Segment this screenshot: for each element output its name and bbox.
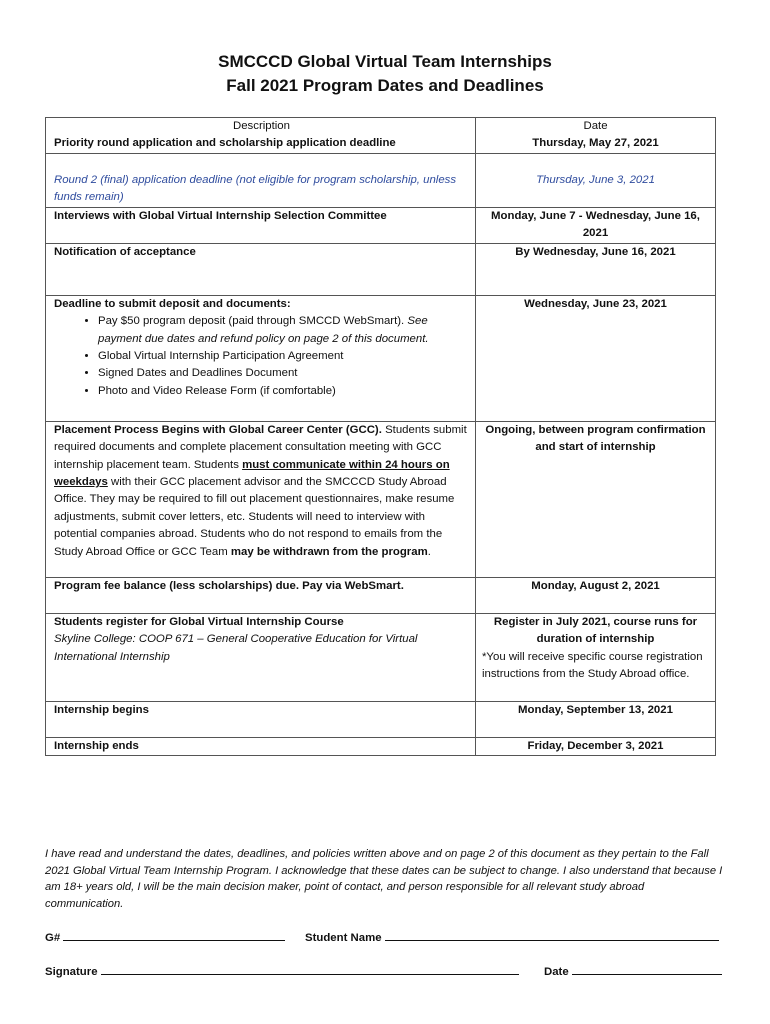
table-header-row	[46, 118, 716, 154]
row-description: Round 2 (final) application deadline (not eligible for program scholarship, unless funds remain)	[54, 174, 457, 204]
placement-text-a: Students submit required documents and complete placement consultation meeting with GCC internship placement team. Students	[54, 423, 467, 471]
date-cell	[476, 207, 716, 243]
description-cell	[46, 701, 476, 737]
date-cell	[476, 421, 716, 577]
row-date: Register in July 2021, course runs for duration of internship	[493, 615, 698, 646]
row-date: Wednesday, June 23, 2021	[524, 297, 667, 310]
description-cell	[46, 421, 476, 577]
placement-text-b: with their GCC placement advisor and the SMCCCD Study Abroad Office. They may be required to fill out placement questionnaires, make resume adjustments, submit cover letters, etc. Students will need to interview with potential companies abroad. Students who do not respond to emails from the Study Abroad Office or GCC Team	[54, 476, 455, 558]
table-row	[46, 737, 716, 755]
date-cell	[476, 737, 716, 755]
communication-requirement: must communicate within 24 hours on weekdays	[54, 458, 450, 489]
row-date: Monday, August 2, 2021	[531, 579, 660, 592]
description-cell	[46, 613, 476, 701]
deposit-text: Pay $50 program deposit (paid through SMCCD WebSmart).	[98, 315, 405, 328]
signature-input-line[interactable]	[101, 963, 519, 975]
list-item: • Signed Dates and Deadlines Document	[98, 365, 469, 382]
student-name-input-line[interactable]	[385, 929, 719, 941]
list-item: • Global Virtual Internship Participation Agreement	[98, 348, 469, 365]
document-subtitle: Fall 2021 Program Dates and Deadlines	[226, 76, 544, 95]
row-description: Deadline to submit deposit and documents:	[54, 297, 291, 310]
table-row	[46, 243, 716, 295]
g-number-label: G#	[45, 932, 61, 944]
row-description: Internship ends	[54, 739, 139, 752]
list-item	[98, 313, 469, 348]
row-description: Priority round application and scholarship application deadline	[54, 137, 396, 150]
table-row	[46, 295, 716, 421]
date-cell	[476, 295, 716, 421]
acknowledgement-statement: I have read and understand the dates, deadlines, and policies written above and on page 2 of this document as they pertain to the Fall 2021 Global Virtual Team Internship Program. I acknowledge that these dates can be subject to change. I also understand that because I am 18+ years old, I will be the main decision maker, point of contact, and person responsible for all relevant study abroad communication.	[45, 848, 723, 910]
date-label: Date	[544, 966, 569, 978]
date-cell	[476, 577, 716, 613]
date-input-line[interactable]	[572, 963, 722, 975]
row-date: Thursday, June 3, 2021	[536, 174, 655, 186]
g-number-field[interactable]	[45, 929, 285, 944]
signature-label: Signature	[45, 966, 98, 978]
row-description: Internship begins	[54, 703, 149, 716]
row-description	[54, 422, 469, 561]
table-row	[46, 421, 716, 577]
date-cell	[476, 613, 716, 701]
row-description: Notification of acceptance	[54, 245, 196, 258]
table-row	[46, 577, 716, 613]
description-cell	[46, 577, 476, 613]
registration-note: *You will receive specific course registration instructions from the Study Abroad office.	[482, 650, 703, 681]
document-checklist	[54, 313, 469, 400]
description-cell	[46, 295, 476, 421]
row-date: Monday, June 7 - Wednesday, June 16, 2021	[491, 209, 700, 240]
date-cell	[476, 154, 716, 208]
course-name: Skyline College: COOP 671 – General Cooperative Education for Virtual International Internship	[54, 633, 418, 663]
table-row	[46, 701, 716, 737]
refund-policy-note: See payment due dates and refund policy on page 2 of this document.	[98, 315, 429, 345]
list-item: • Photo and Video Release Form (if comfortable)	[98, 383, 469, 400]
withdrawal-warning: may be withdrawn from the program	[230, 545, 428, 558]
student-name-label: Student Name	[305, 932, 382, 944]
placement-heading: Placement Process Begins with Global Career Center (GCC).	[54, 423, 382, 436]
description-cell	[46, 243, 476, 295]
signature-field[interactable]	[45, 963, 519, 978]
description-header: Description	[233, 120, 290, 132]
row-description: Students register for Global Virtual Internship Course	[54, 615, 344, 628]
g-number-input-line[interactable]	[63, 929, 285, 941]
row-description: Interviews with Global Virtual Internship Selection Committee	[54, 209, 387, 222]
placement-text-end: .	[427, 545, 431, 558]
table-row	[46, 613, 716, 701]
document-title: SMCCCD Global Virtual Team Internships	[218, 52, 552, 71]
row-date: Ongoing, between program confirmation and start of internship	[485, 423, 706, 454]
description-cell	[46, 118, 476, 154]
date-cell	[476, 243, 716, 295]
row-date: Friday, December 3, 2021	[527, 739, 664, 752]
row-description: Program fee balance (less scholarships) due. Pay via WebSmart.	[54, 579, 404, 592]
table-row	[46, 154, 716, 208]
student-name-field[interactable]	[305, 929, 719, 944]
description-cell	[46, 207, 476, 243]
row-date: Thursday, May 27, 2021	[532, 137, 659, 150]
date-cell	[476, 701, 716, 737]
row-date: By Wednesday, June 16, 2021	[515, 245, 676, 258]
description-cell	[46, 737, 476, 755]
row-date: Monday, September 13, 2021	[518, 703, 673, 716]
table-row	[46, 207, 716, 243]
date-field[interactable]	[544, 963, 722, 978]
description-cell	[46, 154, 476, 208]
dates-deadlines-table	[45, 117, 716, 756]
date-cell	[476, 118, 716, 154]
date-header: Date	[583, 120, 608, 132]
